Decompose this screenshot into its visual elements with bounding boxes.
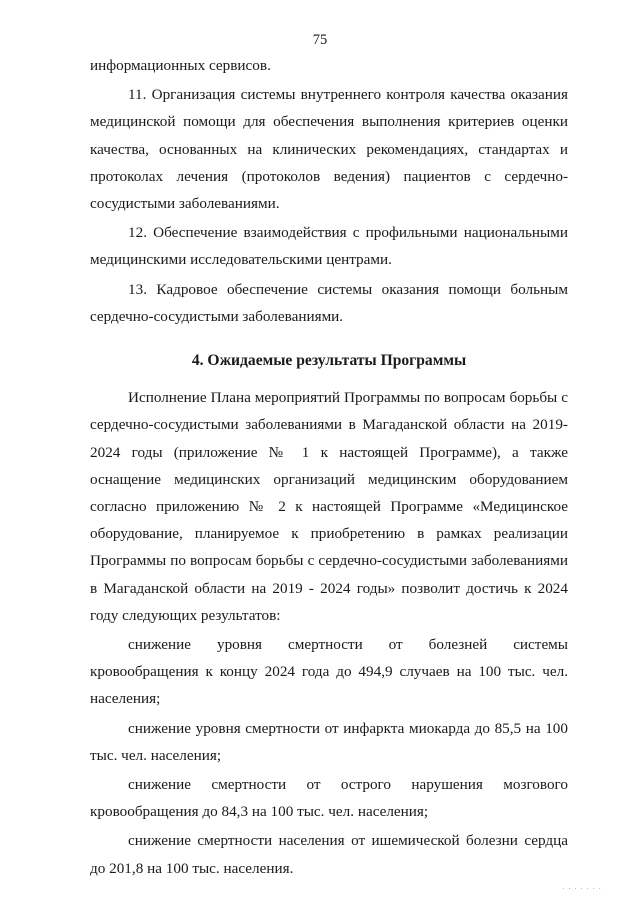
result-item-2: снижение уровня смертности от инфаркта миокарда до 85,5 на 100 тыс. чел. населения; [90,719,568,764]
page-number: 75 [312,32,328,48]
section-heading: 4. Ожидаемые результаты Программы [191,352,467,370]
paragraph-item-12: 12. Обеспечение взаимодействия с профильными национальными медицинскими исследовательскими центрами. [90,224,568,269]
scan-artifact: · · · · · · · [562,885,602,893]
paragraph-item-13: 13. Кадровое обеспечение системы оказания помощи больным сердечно-сосудистыми заболеваниями. [90,280,568,325]
intro-paragraph: Исполнение Плана мероприятий Программы по вопросам борьбы с сердечно-сосудистыми заболеваниями в Магаданской области на 2019-2024 годы (приложение № 1 к настоящей Программе), а также оснащение медицинских организаций медицинским оборудованием согласно приложению № 2 к настоящей Программе «Медицинское оборудование, планируемое к приобретению в рамках реализации Программы по вопросам борьбы с сердечно-сосудистыми заболеваниями в Магаданской области на 2019 - 2024 годы» позволит достичь к 2024 году следующих результатов: [90,389,568,624]
document-body [90,52,568,882]
paragraph-continuation: информационных сервисов. [90,57,271,74]
result-item-3: снижение смертности от острого нарушения мозгового кровообращения до 84,3 на 100 тыс. чел. населения; [90,776,568,821]
result-item-4: снижение смертности населения от ишемической болезни сердца до 201,8 на 100 тыс. населения. [90,832,568,877]
result-item-1: снижение уровня смертности от болезней системы кровообращения к концу 2024 года до 494,9 случаев на 100 тыс. чел. населения; [90,636,568,708]
paragraph-item-11: 11. Организация системы внутреннего контроля качества оказания медицинской помощи для обеспечения выполнения критериев оценки качества, основанных на клинических рекомендациях, стандартах и протоколах лечения (протоколов ведения) пациентов с сердечно-сосудистыми заболеваниями. [90,86,568,213]
